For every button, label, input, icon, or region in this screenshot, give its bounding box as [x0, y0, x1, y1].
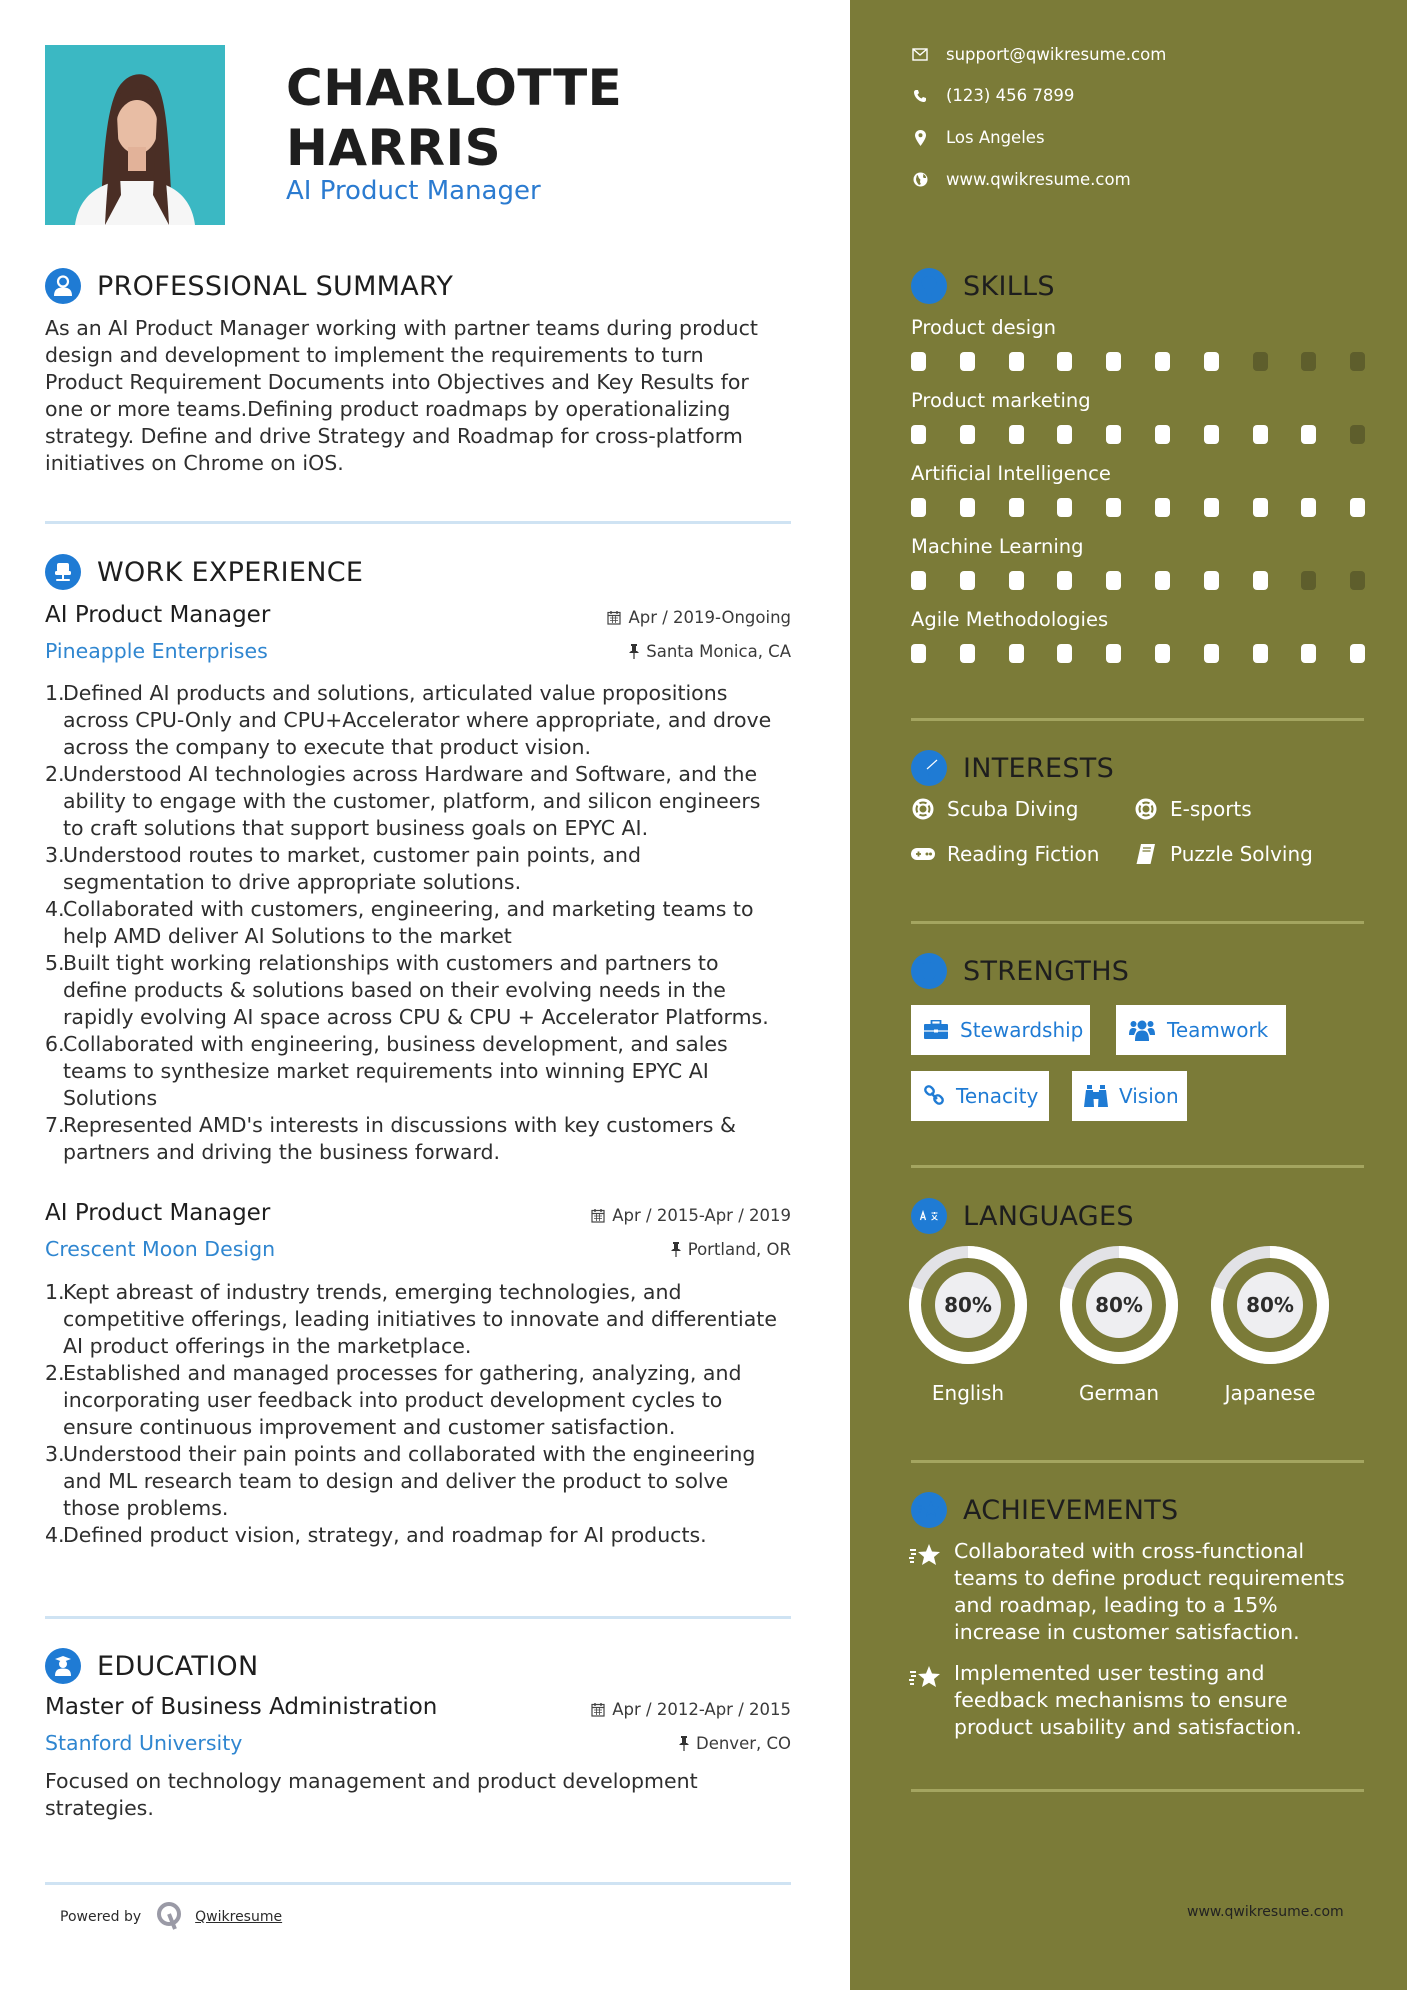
list-item: 2. Understood AI technologies across Hardware and Software, and the ability to engage with the customer, platform, and silicon engineers to craft solutions that support business goals on EPYC AI. — [45, 762, 761, 840]
footer-website[interactable]: www.qwikresume.com — [1187, 1904, 1344, 1920]
job-date: Apr / 2019-Ongoing — [607, 608, 791, 627]
list-item: 1. Defined AI products and solutions, articulated value propositions across CPU-Only and CPU+Accelerator where appropriate, and drove across the company to execute that product vision. — [45, 681, 772, 759]
powered-by: Powered by Qwikresume — [60, 1900, 282, 1934]
education-date: Apr / 2012-Apr / 2015 — [591, 1700, 791, 1719]
list-item: 5. Built tight working relationships with customers and partners to define products & solutions based on their evolving needs in the rapidly evolving AI space across CPU & CPU + Accelerator Platforms. — [45, 951, 769, 1029]
list-item: 3. Understood routes to market, customer pain points, and segmentation to drive appropriate solutions. — [45, 843, 642, 894]
list-item: 2. Established and managed processes for gathering, analyzing, and incorporating user feedback into product development cycles to ensure continuous improvement and customer satisfaction. — [45, 1361, 742, 1439]
pin-icon — [629, 644, 639, 659]
office-chair-icon — [45, 554, 81, 590]
job-header — [45, 1200, 791, 1270]
fist-icon — [911, 953, 947, 989]
user-icon — [45, 268, 81, 304]
section-skills-heading: SKILLS — [911, 268, 1055, 304]
contact-location: Los Angeles — [911, 128, 1045, 147]
briefcase-icon — [923, 1018, 949, 1042]
interest-item: Scuba Diving — [911, 797, 1078, 821]
qwikresume-link[interactable]: Qwikresume — [195, 1909, 283, 1925]
phone-icon — [911, 87, 929, 105]
education-description: Focused on technology management and product development strategies. — [45, 1769, 698, 1820]
job-location: Portland, OR — [671, 1240, 791, 1259]
life-ring-icon — [1134, 797, 1158, 821]
job-bullets — [45, 680, 795, 1166]
pin-icon — [671, 1242, 681, 1257]
map-pin-icon — [911, 129, 929, 147]
divider — [45, 1882, 791, 1885]
job-company: Pineapple Enterprises — [45, 639, 268, 663]
section-education-heading: EDUCATION — [45, 1648, 258, 1684]
star-icon — [909, 1660, 943, 1741]
section-strengths-heading: STRENGTHS — [911, 953, 1129, 989]
summary-text: As an AI Product Manager working with partner teams during product design and development to implement the requirements to turn Product Requirement Documents into Objectives and Key Results for one or more teams.Defining product roadmaps by operationalizing strategy. Define and drive Strategy and Roadmap for cross-platform initiatives on Chrome on iOS. — [45, 316, 758, 475]
section-achievements-heading: ACHIEVEMENTS — [911, 1492, 1179, 1528]
divider — [911, 1460, 1364, 1463]
section-experience-heading: WORK EXPERIENCE — [45, 554, 363, 590]
interest-item: Puzzle Solving — [1134, 842, 1313, 866]
skill-label: Machine Learning — [911, 535, 1084, 558]
divider — [45, 1616, 791, 1619]
star-icon — [911, 1492, 947, 1528]
globe-icon — [911, 171, 929, 189]
link-icon — [923, 1084, 945, 1108]
binoculars-icon — [1084, 1084, 1108, 1108]
divider — [911, 1789, 1364, 1792]
divider — [911, 1165, 1364, 1168]
contact-email[interactable]: support@qwikresume.com — [911, 45, 1166, 64]
strength-chip: Teamwork — [1116, 1005, 1286, 1055]
skill-rating-ai — [911, 498, 1399, 517]
star-icon — [909, 1538, 943, 1646]
qwikresume-logo-icon — [155, 1900, 183, 1934]
section-summary-heading: PROFESSIONAL SUMMARY — [45, 268, 453, 304]
users-icon — [1128, 1018, 1156, 1042]
gamepad-icon — [911, 842, 935, 866]
degree: Master of Business Administration — [45, 1694, 438, 1720]
language-japanese: 80% Japanese — [1210, 1245, 1330, 1405]
education-location: Denver, CO — [679, 1734, 791, 1753]
envelope-icon — [911, 46, 929, 64]
candidate-title: AI Product Manager — [286, 176, 541, 206]
strength-chip: Tenacity — [911, 1071, 1049, 1121]
calendar-icon — [591, 1702, 605, 1717]
list-item: 3. Understood their pain points and collaborated with the engineering and ML research team to design and deliver the product to solve those problems. — [45, 1442, 756, 1520]
profile-photo — [45, 45, 225, 225]
skill-label: Product design — [911, 316, 1056, 339]
achievement-item: Collaborated with cross-functional teams to define product requirements and roadmap, leading to a 15% increase in customer satisfaction. — [909, 1538, 1369, 1646]
calendar-icon — [591, 1208, 605, 1223]
job-header — [45, 602, 791, 672]
list-item: 7. Represented AMD's interests in discussions with key customers & partners and driving the business forward. — [45, 1113, 736, 1164]
pin-icon — [679, 1736, 689, 1751]
interest-item: Reading Fiction — [911, 842, 1099, 866]
job-role: AI Product Manager — [45, 602, 271, 628]
school: Stanford University — [45, 1731, 243, 1755]
divider — [911, 718, 1364, 721]
list-item: 6. Collaborated with engineering, business development, and sales teams to synthesize market requirements into winning EPYC AI Solutions — [45, 1032, 728, 1110]
language-english: 80% English — [908, 1245, 1028, 1405]
list-item: 4. Collaborated with customers, engineering, and marketing teams to help AMD deliver AI Solutions to the market — [45, 897, 754, 948]
job-company: Crescent Moon Design — [45, 1237, 276, 1261]
skill-rating-agile — [911, 644, 1399, 663]
skill-rating-product-design — [911, 352, 1399, 371]
language-progress-ring: 80% — [908, 1245, 1028, 1365]
book-icon — [1134, 842, 1158, 866]
skill-rating-product-marketing — [911, 425, 1399, 444]
job-date: Apr / 2015-Apr / 2019 — [591, 1206, 791, 1225]
paper-plane-icon — [911, 750, 947, 786]
skill-label: Artificial Intelligence — [911, 462, 1111, 485]
contact-phone[interactable]: (123) 456 7899 — [911, 86, 1074, 105]
interest-item: E-sports — [1134, 797, 1252, 821]
calendar-icon — [607, 610, 621, 625]
list-item: 4. Defined product vision, strategy, and roadmap for AI products. — [45, 1523, 707, 1547]
candidate-name: CHARLOTTE HARRIS — [286, 59, 623, 177]
language-german: 80% German — [1059, 1245, 1179, 1405]
section-interests-heading: INTERESTS — [911, 750, 1114, 786]
strength-chip: Stewardship — [911, 1005, 1090, 1055]
graduate-icon — [45, 1648, 81, 1684]
job-location: Santa Monica, CA — [629, 642, 791, 661]
skill-label: Product marketing — [911, 389, 1091, 412]
divider — [45, 521, 791, 524]
education-header — [45, 1694, 791, 1764]
job-bullets — [45, 1279, 795, 1549]
lightbulb-icon — [911, 268, 947, 304]
language-progress-ring: 80% — [1059, 1245, 1179, 1365]
job-role: AI Product Manager — [45, 1200, 271, 1226]
skill-rating-ml — [911, 571, 1399, 590]
language-progress-ring: 80% — [1210, 1245, 1330, 1365]
skill-label: Agile Methodologies — [911, 608, 1109, 631]
divider — [911, 921, 1364, 924]
list-item: 1. Kept abreast of industry trends, emerging technologies, and competitive offerings, leading initiatives to innovate and differentiate AI product offerings in the marketplace. — [45, 1280, 777, 1358]
strength-chip: Vision — [1072, 1071, 1187, 1121]
translate-icon — [911, 1198, 947, 1234]
achievement-item: Implemented user testing and feedback mechanisms to ensure product usability and satisfaction. — [909, 1660, 1369, 1741]
contact-website[interactable]: www.qwikresume.com — [911, 170, 1131, 189]
section-languages-heading: LANGUAGES — [911, 1198, 1134, 1234]
life-ring-icon — [911, 797, 935, 821]
